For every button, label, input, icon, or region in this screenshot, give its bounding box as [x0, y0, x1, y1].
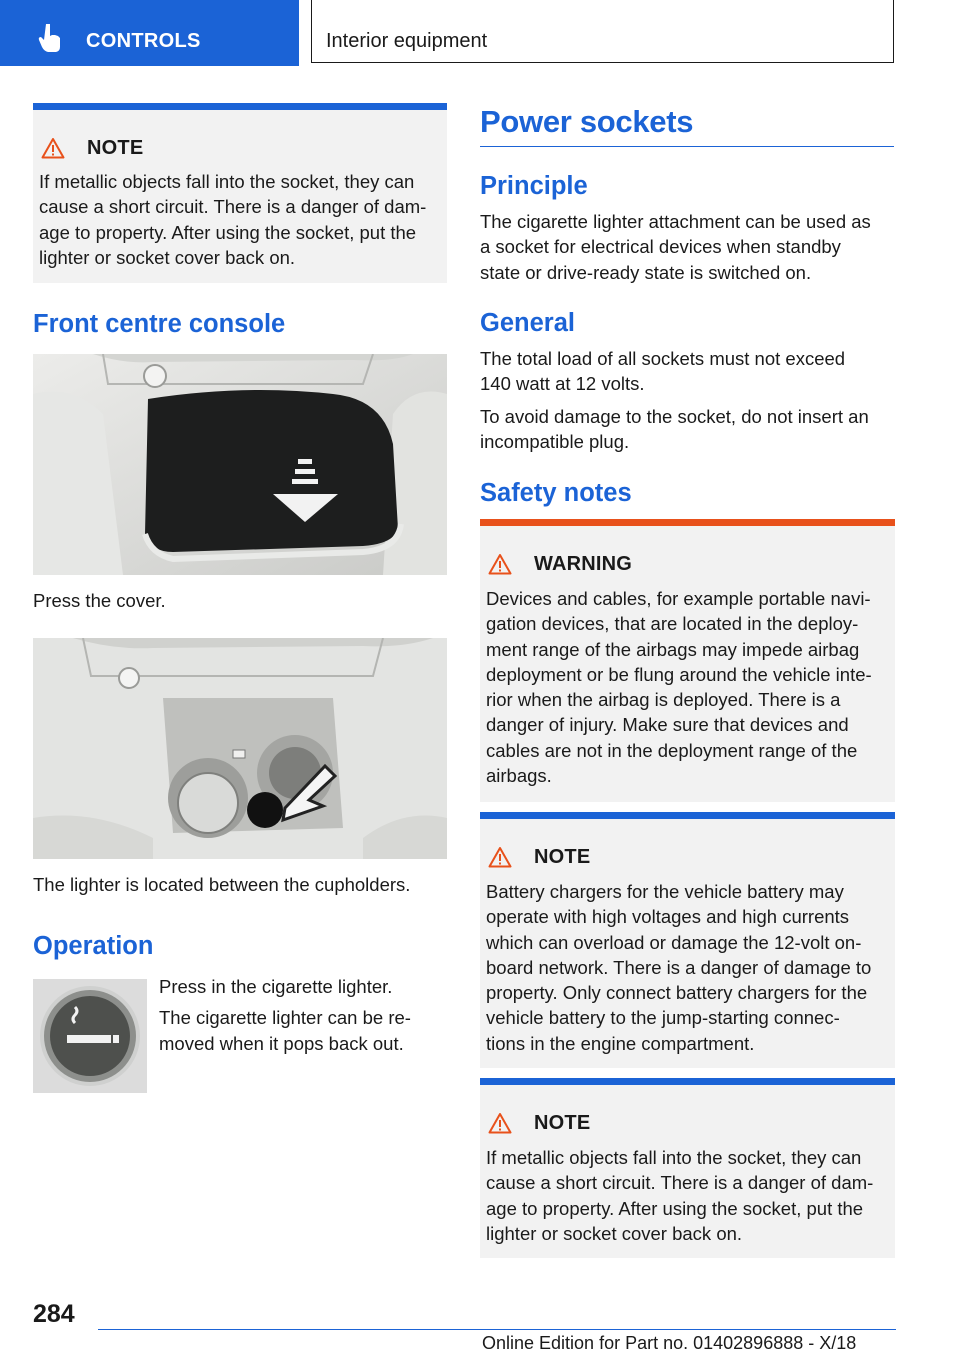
- note-box: [33, 103, 447, 283]
- warning-triangle-icon: [488, 1112, 512, 1134]
- note-line: age to property. After using the socket, put the: [486, 1197, 864, 1219]
- general-text-2: [480, 404, 869, 455]
- operation-line: moved when it pops back out.: [159, 1032, 404, 1054]
- warning-label: WARNING: [534, 552, 633, 575]
- chapter-title-box: [311, 0, 894, 63]
- warning-triangle-icon: [488, 846, 512, 868]
- warning-body: [486, 586, 872, 788]
- general-line: To avoid damage to the socket, do not insert an: [480, 406, 869, 427]
- warning-line: rior when the airbag is deployed. There is a: [486, 689, 841, 711]
- note-label: NOTE: [534, 1111, 591, 1134]
- operation-text: [159, 974, 411, 1056]
- warning-line: airbags.: [486, 765, 552, 787]
- cigarette-lighter-image: [33, 979, 147, 1093]
- note-heading: [488, 1111, 590, 1135]
- general-line: 140 watt at 12 volts.: [480, 373, 645, 395]
- section-tab[interactable]: [0, 0, 299, 66]
- warning-heading: [488, 552, 632, 576]
- note-body: [39, 169, 426, 270]
- warning-line: Devices and cables, for example portable navi‐: [486, 588, 871, 609]
- warning-line: deployment or be flung around the vehicle inte‐: [486, 663, 872, 685]
- note-line: lighter or socket cover back on.: [39, 246, 296, 268]
- note-box: [480, 1078, 895, 1258]
- note-line: If metallic objects fall into the socket, they can: [39, 171, 415, 192]
- title-rule: [480, 146, 894, 147]
- note-line: lighter or socket cover back on.: [486, 1222, 743, 1244]
- note-line: age to property. After using the socket, put the: [39, 221, 417, 243]
- note-heading: [41, 136, 143, 160]
- caption-press-cover: Press the cover.: [33, 590, 166, 611]
- warning-box: [480, 519, 895, 802]
- principle-line: The cigarette lighter attachment can be used as: [480, 211, 871, 232]
- pointing-hand-icon: [38, 22, 64, 52]
- operation-line: Press in the cigarette lighter.: [159, 976, 393, 997]
- principle-line: a socket for electrical devices when standby: [480, 236, 841, 258]
- warning-line: gation devices, that are located in the deploy‐: [486, 613, 859, 635]
- operation-heading: Operation: [33, 932, 154, 960]
- cupholders-image: [33, 638, 447, 859]
- page-title: Power sockets: [480, 104, 694, 139]
- warning-line: ment range of the airbags may impede airbag: [486, 638, 860, 660]
- note-line: tions in the engine compartment.: [486, 1032, 755, 1054]
- note-line: Battery chargers for the vehicle battery may: [486, 881, 844, 902]
- note-heading: [488, 845, 590, 869]
- footer-rule: [98, 1329, 896, 1330]
- warning-triangle-icon: [41, 137, 65, 159]
- warning-triangle-icon: [488, 553, 512, 575]
- warning-line: danger of injury. Make sure that devices and: [486, 714, 849, 736]
- note-line: operate with high voltages and high currents: [486, 906, 850, 928]
- note-box: [480, 812, 895, 1068]
- caption-lighter-location: The lighter is located between the cupholders.: [33, 874, 411, 895]
- note-label: NOTE: [87, 136, 144, 159]
- note-line: vehicle battery to the jump-starting connec‐: [486, 1007, 840, 1029]
- edition-text: Online Edition for Part no. 01402896888 - X/18: [482, 1333, 857, 1353]
- warning-line: cables are not in the deployment range of the: [486, 739, 858, 761]
- general-text-1: [480, 346, 845, 397]
- safety-notes-heading: Safety notes: [480, 479, 632, 507]
- operation-line: The cigarette lighter can be re‐: [159, 1007, 411, 1029]
- principle-text: [480, 209, 871, 285]
- principle-heading: Principle: [480, 172, 588, 200]
- note-body: [486, 879, 871, 1056]
- general-heading: General: [480, 309, 575, 337]
- section-label: CONTROLS: [86, 30, 201, 52]
- note-line: cause a short circuit. There is a danger of dam‐: [486, 1172, 874, 1194]
- general-line: incompatible plug.: [480, 431, 630, 453]
- console-cover-image: [33, 354, 447, 575]
- note-label: NOTE: [534, 845, 591, 868]
- chapter-title: Interior equipment: [326, 30, 488, 52]
- note-line: which can overload or damage the 12-volt on‐: [486, 931, 862, 953]
- note-line: cause a short circuit. There is a danger of dam‐: [39, 196, 427, 218]
- general-line: The total load of all sockets must not exceed: [480, 348, 846, 369]
- front-console-heading: Front centre console: [33, 310, 286, 338]
- note-line: If metallic objects fall into the socket, they can: [486, 1147, 862, 1168]
- note-body: [486, 1145, 873, 1246]
- note-line: property. Only connect battery chargers for the: [486, 982, 868, 1004]
- page-number: 284: [33, 1300, 75, 1328]
- note-line: board network. There is a danger of damage to: [486, 956, 872, 978]
- principle-line: state or drive-ready state is switched on.: [480, 261, 812, 283]
